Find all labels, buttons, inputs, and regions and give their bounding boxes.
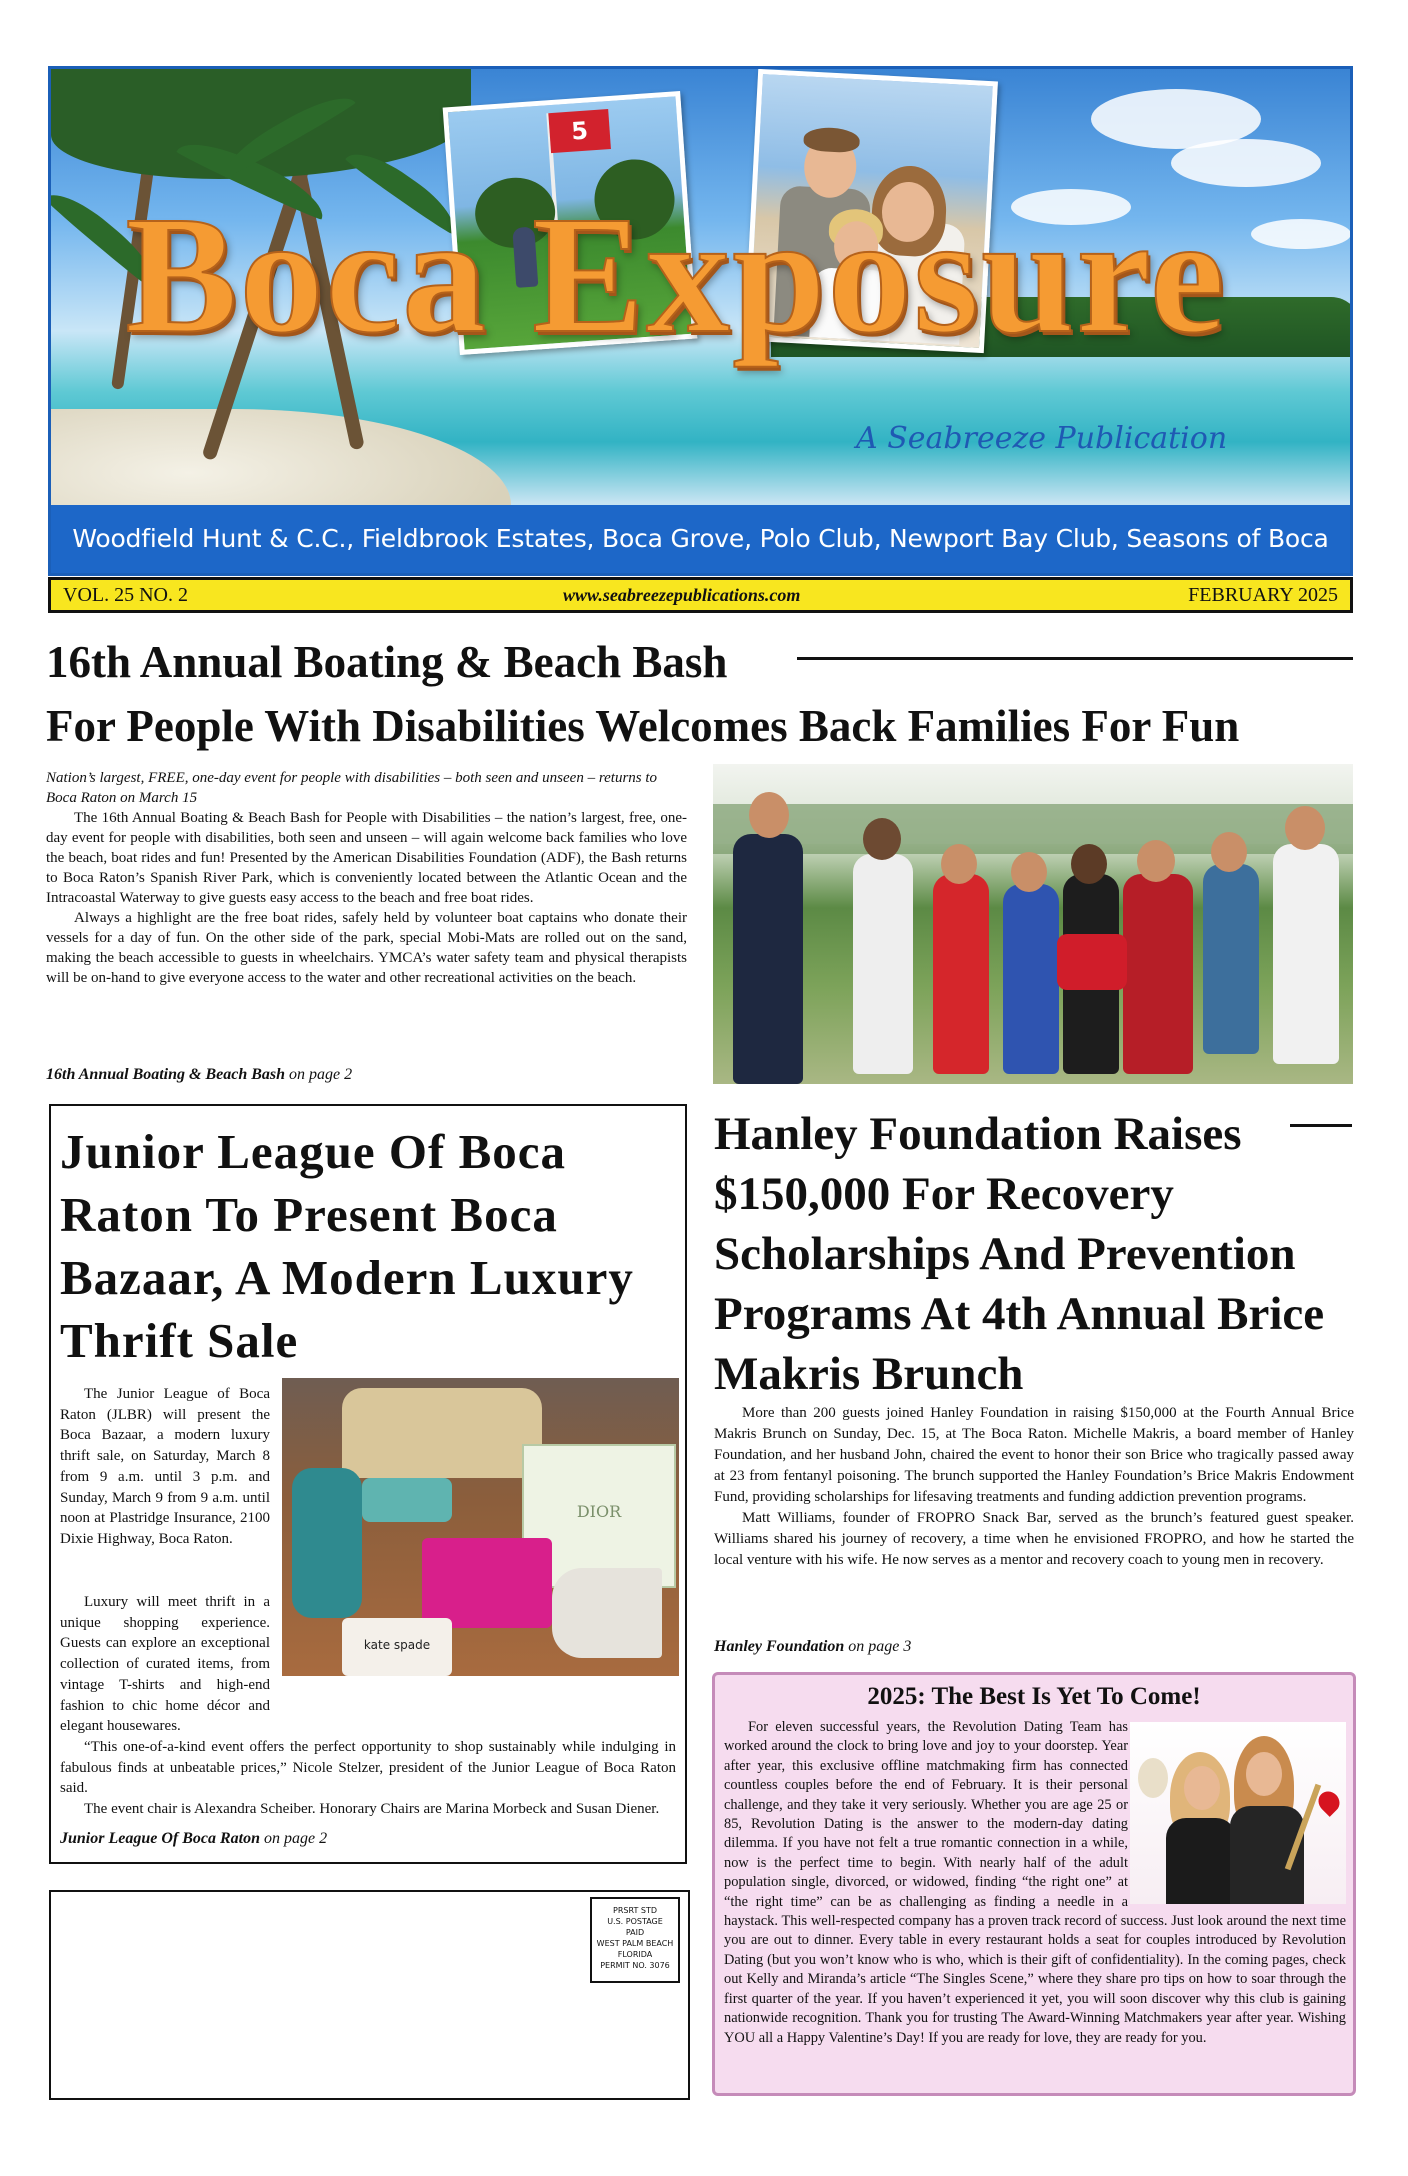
junior-league-jump-line[interactable] — [60, 1830, 327, 1848]
person-figure — [733, 834, 803, 1084]
person-head — [1137, 840, 1175, 882]
postage-indicia — [590, 1897, 680, 1983]
junior-league-headline: Junior League Of Boca Raton To Present Boca Bazaar, A Modern Luxury Thrift Sale — [60, 1124, 634, 1368]
issue-date: FEBRUARY 2025 — [1188, 584, 1338, 606]
hanley-jump-line[interactable] — [714, 1638, 911, 1656]
wallet — [362, 1478, 452, 1522]
person-head — [1071, 844, 1107, 884]
bash-headline-line1: 16th Annual Boating & Beach Bash — [46, 637, 728, 687]
postage-line: PRSRT STD — [613, 1906, 657, 1915]
masthead-subtitle: A Seabreeze Publication — [856, 421, 1228, 456]
junior-league-paragraph-text: Luxury will meet thrift in a unique shopping experience. Guests can explore an exceptional collection of curated items, from vintage T-shirts and high-end fashion to chic home décor and elegant housewares. — [60, 1594, 270, 1735]
communities-list: Woodfield Hunt & C.C., Fieldbrook Estates, Boca Grove, Polo Club, Newport Bay Club, Seasons of Boca — [51, 505, 1350, 573]
person-head — [1211, 832, 1247, 872]
bash-paragraph: Always a highlight are the free boat rides, safely held by volunteer boat captains who donate their vessels for a day of fun. On the other side of the park, special Mobi-Mats are rolled out on the sand, making the beach accessible to guests in wheelchairs. YMCA’s water safety team and physical therapists will be on-hand to give everyone access to the water and other recreational activities on the beach. — [46, 910, 687, 986]
person-head — [863, 818, 901, 860]
golf-flag: 5 — [548, 109, 611, 153]
website-link[interactable]: www.seabreezepublications.com — [563, 585, 801, 605]
cloud-decoration — [1171, 139, 1321, 187]
bag-brand-label: kate spade — [363, 1638, 431, 1652]
junior-league-paragraph — [60, 1592, 270, 1737]
jump-page: on page 2 — [260, 1830, 328, 1847]
bash-headline-line2: For People With Disabilities Welcomes Back Families For Fun — [46, 701, 1240, 751]
palm-fronds — [51, 69, 471, 179]
photo-float-spacer — [1134, 1718, 1354, 1904]
straw-bag — [342, 1388, 542, 1478]
person-head — [749, 792, 789, 838]
postage-line: FLORIDA — [617, 1950, 653, 1959]
hanley-article-body — [714, 1403, 1354, 1571]
person-figure — [1003, 884, 1059, 1074]
bash-paragraph: The 16th Annual Boating & Beach Bash for People with Disabilities – the nation’s largest, free, one-day event for people with disabilities, both seen and unseen – will again welcome back families who love the beach, boat rides and fun! Presented by the American Disabilities Foundation (ADF), the Bash returns to Boca Raton’s Spanish River Park, which is conveniently located between the Atlantic Ocean and the Intracoastal Waterway to give guests easy access to the beach and free boat rides. — [46, 810, 687, 906]
jump-page: on page 3 — [844, 1638, 912, 1655]
bash-dek: Nation’s largest, FREE, one-day event for people with disabilities – both seen and unseen – returns to Boca Raton on March 15 — [46, 770, 658, 806]
volume-number: VOL. 25 NO. 2 — [63, 584, 188, 606]
hanley-paragraph: More than 200 guests joined Hanley Foundation in raising $150,000 at the Fourth Annual Brice Makris Brunch on Sunday, Dec. 15, at The Boca Raton. Michelle Makris, a board member of Hanley Foundation, and her husband John, chaired the event to honor their son Brice who tragically passed away at 23 from fentanyl poisoning. The brunch supported the Hanley Foundation’s Brice Makris Endowment Fund, providing scholarships for lifesaving treatments and funding addiction prevention programs. — [714, 1405, 1354, 1505]
junior-league-paragraph: The event chair is Alexandra Scheiber. Honorary Chairs are Marina Morbeck and Susan Diener. — [84, 1801, 660, 1818]
bash-jump-line[interactable] — [46, 1066, 352, 1084]
person-head — [1285, 806, 1325, 850]
headline-rule — [797, 657, 1353, 660]
revolution-body — [724, 1718, 1346, 2048]
postage-line: PAID — [625, 1928, 645, 1937]
hanley-paragraph: Matt Williams, founder of FROPRO Snack Bar, served as the brunch’s featured guest speaker. Williams shared his journey of recovery, a time when he envisioned FROPRO, and how he started the local venture with his wife. He now serves as a mentor and recovery coach to young men in recovery. — [714, 1510, 1354, 1568]
junior-league-paragraph: “This one-of-a-kind event offers the perfect opportunity to shop sustainably while indulging in fabulous finds at unbeatable prices,” Nicole Stelzer, president of the Junior League of Boca Raton said. — [60, 1738, 676, 1797]
issue-info-bar — [48, 577, 1353, 613]
person-head — [1011, 852, 1047, 892]
revolution-paragraph-text: For eleven successful years, the Revolution Dating Team has worked around the clock to bring love and joy to your doorstep. Year after year, this exclusive offline matchmaking firm has connected countless couples before the end of February. It is their personal challenge, and they take it very seriously. Whether you are age 25 or 85, Revolution Dating is the answer to the modern-day dating dilemma. If you have not felt a true romantic connection in a while, now is the perfect time to begin. With nearly half of the adult population single, divorced, or widowed, finding “the right one” at “the right time” can be as challenging as finding a needle in a haystack. This well-respected company has a proven track record of success. Just look around the next time you are out to dinner. Every table in every restaurant holds a seat for couples introduced by Revolution Dating (but you won’t know who is who, which is their gift of confidentiality). In the coming pages, check out Kelly and Miranda’s article “The Singles Scene,” where they share pro tips on how to soar through the first quarter of the year. If you haven’t experienced it yet, you will soon discover why this club is gaining nationwide recognition. Thank you for trusting The Award-Winning Matchmakers year after year. Wishing YOU all a Happy Valentine’s Day! If you are ready for love, they are ready for you. — [724, 1719, 1346, 2046]
hanley-headline: Hanley Foundation Raises $150,000 For Recovery Scholarships And Prevention Programs At 4th Annual Brice Makris Brunch — [714, 1108, 1325, 1400]
person-figure — [933, 874, 989, 1074]
box-brand-label: DIOR — [576, 1502, 622, 1521]
jump-title: Hanley Foundation — [714, 1638, 845, 1655]
headline-rule — [1290, 1124, 1352, 1127]
red-bag — [1057, 934, 1127, 990]
junior-league-body-column — [60, 1384, 270, 1550]
jump-title: Junior League Of Boca Raton — [60, 1830, 261, 1847]
person-figure — [1123, 874, 1193, 1074]
revolution-title: 2025: The Best Is Yet To Come! — [867, 1683, 1201, 1710]
junior-league-paragraph: The Junior League of Boca Raton (JLBR) will present the Boca Bazaar, a modern luxury thrift sale, on Saturday, March 8 from 9 a.m. until 3 p.m. and Sunday, March 9 from 9 a.m. until noon at Plastridge Insurance, 2100 Dixie Highway, Boca Raton. — [60, 1386, 270, 1547]
postage-line: PERMIT NO. 3076 — [600, 1961, 670, 1970]
person-figure — [1273, 844, 1339, 1064]
jump-page: on page 2 — [285, 1066, 353, 1083]
background-trees — [713, 804, 1353, 854]
revolution-paragraph — [724, 1718, 1346, 2048]
bash-article-body — [46, 768, 687, 988]
beach-bash-group-photo — [713, 764, 1353, 1084]
person-figure — [1203, 864, 1259, 1054]
masthead-title: Boca Exposure — [125, 182, 1227, 368]
masthead-banner — [48, 66, 1353, 576]
person-figure — [853, 854, 913, 1074]
junior-league-body — [60, 1592, 676, 1820]
postage-line: U.S. POSTAGE — [607, 1917, 663, 1926]
jump-title: 16th Annual Boating & Beach Bash — [46, 1066, 286, 1083]
person-head — [941, 844, 977, 884]
postage-line: WEST PALM BEACH — [596, 1939, 674, 1948]
